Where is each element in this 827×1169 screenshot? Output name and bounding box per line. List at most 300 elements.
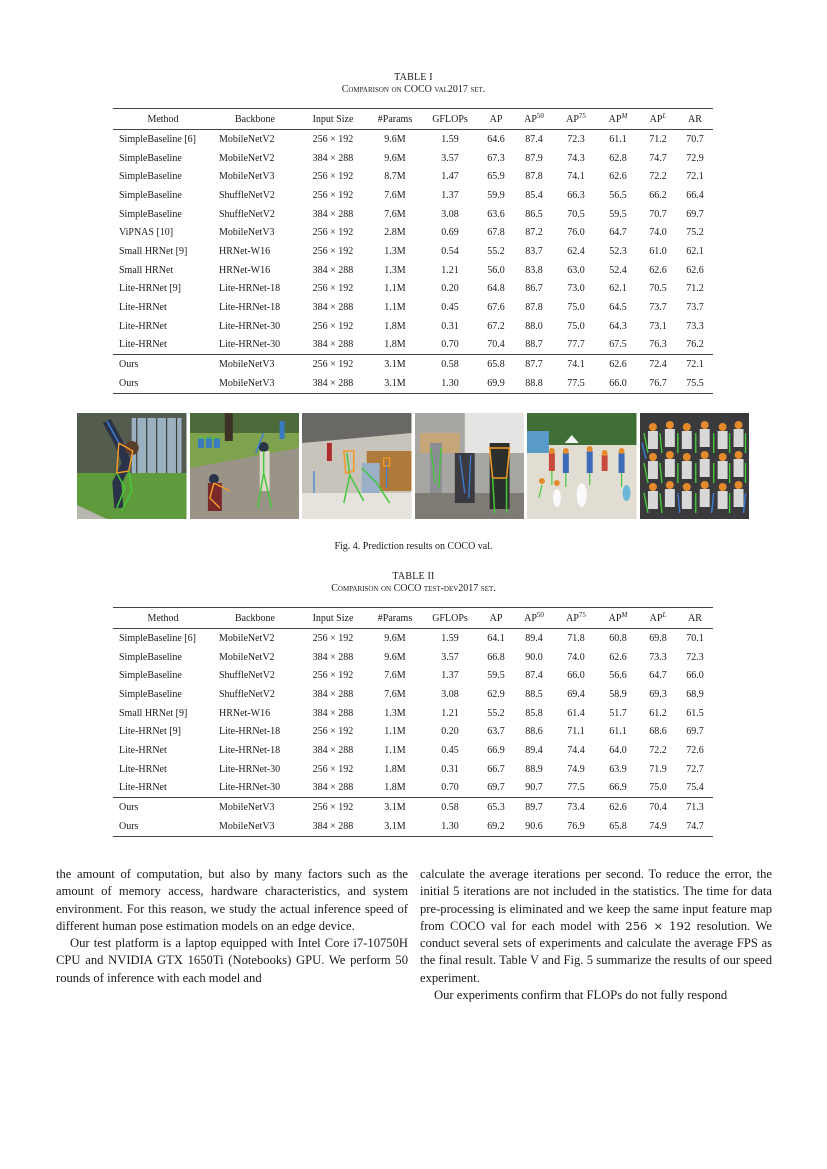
table-cell: 1.8M (384, 763, 406, 775)
column-header-label: AP (524, 612, 537, 624)
table-cell: MobileNetV3 (219, 359, 275, 371)
table-cell: Ours (119, 802, 139, 814)
table-cell: Lite-HRNet-18 (219, 283, 281, 295)
table-cell: 74.0 (567, 651, 585, 663)
table2 (113, 607, 713, 837)
column-header-label: Backbone (235, 612, 275, 624)
table-cell: 61.5 (686, 707, 704, 719)
column-header-label: AP (566, 612, 579, 624)
table-cell: 384 × 288 (312, 744, 354, 756)
table-cell: 87.9 (525, 152, 543, 164)
table-cell: 9.6M (384, 133, 406, 145)
table-cell: 87.2 (525, 227, 543, 239)
table-cell: 0.58 (441, 359, 459, 371)
column-header (555, 109, 597, 130)
column-header-label: #Params (377, 612, 413, 624)
table-cell: 7.6M (384, 670, 406, 682)
table-cell: 90.6 (525, 820, 543, 832)
table-cell: 71.9 (649, 763, 667, 775)
table-cell: 77.5 (567, 377, 585, 389)
column-header-label: GFLOPs (432, 113, 468, 125)
table-cell: 67.8 (487, 227, 505, 239)
table-cell: 66.0 (567, 670, 585, 682)
table-cell: 256 × 192 (312, 359, 354, 371)
table-cell: 62.8 (609, 152, 627, 164)
table-cell: 9.6M (384, 651, 406, 663)
table-cell: 62.4 (567, 245, 585, 257)
table-cell: SimpleBaseline (119, 670, 182, 682)
table-cell: Ours (119, 377, 139, 389)
column-header-label: Method (147, 612, 179, 624)
table-cell: 7.6M (384, 688, 406, 700)
table-cell: 65.9 (487, 171, 505, 183)
column-header-label: GFLOPs (432, 612, 468, 624)
table-cell: 1.1M (384, 744, 406, 756)
table-cell: HRNet-W16 (219, 245, 271, 257)
table-cell: Small HRNet (119, 264, 174, 276)
body-paragraph: Our experiments confirm that FLOPs do not fully respond (434, 988, 728, 1003)
table-cell: MobileNetV3 (219, 820, 275, 832)
table-cell: 1.30 (441, 377, 459, 389)
table-row (113, 741, 713, 760)
table-row (113, 336, 713, 355)
table-cell: 3.1M (384, 802, 406, 814)
table-cell: 56.0 (487, 264, 505, 276)
table-cell: 64.8 (487, 283, 505, 295)
table-cell: 70.5 (567, 208, 585, 220)
table-cell: 69.3 (649, 688, 667, 700)
table-cell: SimpleBaseline (119, 189, 182, 201)
table-cell: 384 × 288 (312, 152, 354, 164)
table-cell: 0.54 (441, 245, 459, 257)
table-cell: 256 × 192 (312, 670, 354, 682)
table-cell: 64.7 (609, 227, 627, 239)
table-cell: 72.1 (686, 359, 704, 371)
table-cell: MobileNetV2 (219, 152, 275, 164)
table-row (113, 280, 713, 299)
body-text: resolution. We conduct several sets of experiments and calculate the average FPS as the final result. Table V and Fig. 5 summarize the results of our speed experiment. (420, 918, 772, 985)
column-header (213, 109, 297, 130)
table-row (113, 374, 713, 393)
column-header-superscript: 50 (536, 610, 544, 619)
table-row (113, 167, 713, 186)
prediction-image-skateboarder (77, 413, 187, 519)
table-cell: 1.8M (384, 339, 406, 351)
table-cell: 88.6 (525, 726, 543, 738)
table-cell: 62.6 (609, 359, 627, 371)
table-cell: 61.4 (567, 707, 585, 719)
table-cell: 1.30 (441, 820, 459, 832)
table-cell: 3.1M (384, 377, 406, 389)
table-cell: Lite-HRNet-30 (219, 782, 281, 794)
table-cell: 8.7M (384, 171, 406, 183)
table-cell: 73.3 (649, 651, 667, 663)
table-cell: 3.57 (441, 651, 459, 663)
table-cell: 0.20 (441, 283, 459, 295)
table-cell: 87.4 (525, 133, 543, 145)
table-cell: 63.7 (487, 726, 505, 738)
table-row (113, 779, 713, 798)
table-cell: 256 × 192 (312, 189, 354, 201)
prediction-image-indoor-sports (302, 413, 412, 519)
table-cell: 77.5 (567, 782, 585, 794)
table-cell: 1.3M (384, 264, 406, 276)
table-cell: 74.0 (649, 227, 667, 239)
table-cell: 3.08 (441, 208, 459, 220)
table-cell: 68.9 (686, 688, 704, 700)
column-header (113, 608, 213, 629)
column-header (113, 109, 213, 130)
table-cell: 62.6 (609, 171, 627, 183)
table-cell: 61.1 (609, 726, 627, 738)
table-cell: 73.4 (567, 802, 585, 814)
table-cell: 75.4 (686, 782, 704, 794)
table-cell: 384 × 288 (312, 651, 354, 663)
table-row (113, 223, 713, 242)
table-row (113, 317, 713, 336)
table-cell: 75.5 (686, 377, 704, 389)
table-cell: 55.2 (487, 707, 505, 719)
table-cell: 86.7 (525, 283, 543, 295)
table2-header-row (113, 608, 713, 629)
table-cell: 61.1 (609, 133, 627, 145)
table-cell: Lite-HRNet (119, 763, 167, 775)
table-row (113, 760, 713, 779)
column-header-label: AP (489, 612, 503, 624)
table-cell: 83.7 (525, 245, 543, 257)
table-cell: 70.1 (686, 632, 704, 644)
table-cell: Lite-HRNet-18 (219, 302, 281, 314)
table-cell: 74.1 (567, 359, 585, 371)
table-cell: 72.1 (686, 171, 704, 183)
table-cell: 88.5 (525, 688, 543, 700)
table-cell: ShuffleNetV2 (219, 208, 275, 220)
table-cell: ShuffleNetV2 (219, 688, 275, 700)
table1-title: Comparison on COCO val2017 set. (341, 84, 486, 95)
body-text: calculate the average iterations per second. To reduce the error, the initial 5 iterations are not included in the statistics. The time for data pre-processing is eliminated and we keep the same input feature map from COCO val for each model with (420, 867, 772, 933)
table-cell: 0.58 (441, 802, 459, 814)
column-header-label: AR (688, 612, 702, 624)
column-header (213, 608, 297, 629)
column-header (421, 109, 479, 130)
table-cell: 73.7 (649, 302, 667, 314)
table-cell: 9.6M (384, 152, 406, 164)
table-cell: 75.2 (686, 227, 704, 239)
table-cell: Lite-HRNet-18 (219, 726, 281, 738)
table-cell: 76.9 (567, 820, 585, 832)
table-cell: 1.3M (384, 707, 406, 719)
table-row (113, 685, 713, 704)
table-cell: 69.7 (686, 726, 704, 738)
table-cell: 256 × 192 (312, 245, 354, 257)
table-cell: 74.1 (567, 171, 585, 183)
table-cell: 66.8 (487, 651, 505, 663)
table-cell: Lite-HRNet (119, 339, 167, 351)
table-cell: ViPNAS [10] (119, 227, 174, 239)
column-header (479, 608, 513, 629)
table-cell: 65.8 (609, 820, 627, 832)
prediction-image-group-photo (640, 413, 750, 519)
prediction-image-baseball (190, 413, 300, 519)
table-cell: 256 × 192 (312, 227, 354, 239)
table-cell: 66.9 (609, 782, 627, 794)
column-header-label: AP (489, 113, 503, 125)
table-cell: 384 × 288 (312, 707, 354, 719)
column-header-label: AP (566, 113, 579, 125)
table-cell: 74.9 (649, 820, 667, 832)
table-row (113, 629, 713, 648)
table-cell: 64.5 (609, 302, 627, 314)
table2-caption (0, 571, 827, 595)
table-cell: 256 × 192 (312, 283, 354, 295)
table-cell: 256 × 192 (312, 171, 354, 183)
table-cell: 72.4 (649, 359, 667, 371)
table-cell: 384 × 288 (312, 302, 354, 314)
table1-label: TABLE I (394, 72, 433, 83)
column-header-superscript: L (662, 111, 667, 120)
table-cell: 1.1M (384, 302, 406, 314)
column-header-label: AP (649, 113, 663, 125)
table-row (113, 722, 713, 741)
table-cell: 85.8 (525, 707, 543, 719)
column-header-superscript: 75 (578, 111, 586, 120)
table-cell: 256 × 192 (312, 632, 354, 644)
column-header (677, 608, 713, 629)
table-cell: MobileNetV2 (219, 632, 275, 644)
table-cell: SimpleBaseline (119, 688, 182, 700)
table-cell: 77.7 (567, 339, 585, 351)
table-cell: 59.5 (609, 208, 627, 220)
table-cell: 72.2 (649, 171, 667, 183)
table-cell: 1.59 (441, 632, 459, 644)
table-cell: 72.7 (686, 763, 704, 775)
column-header-superscript: 75 (578, 610, 586, 619)
column-header (369, 109, 421, 130)
table1-caption (0, 72, 827, 96)
table-cell: Lite-HRNet (119, 320, 167, 332)
figure4-image-strip (77, 413, 749, 519)
table-cell: Lite-HRNet-18 (219, 744, 281, 756)
column-header-superscript: M (621, 610, 628, 619)
table-cell: 67.6 (487, 302, 505, 314)
table-cell: 74.9 (567, 763, 585, 775)
table-cell: 66.4 (686, 189, 704, 201)
table-cell: 0.69 (441, 227, 459, 239)
table-cell: ShuffleNetV2 (219, 670, 275, 682)
column-header-label: Backbone (235, 113, 275, 125)
table-cell: Lite-HRNet (119, 302, 167, 314)
table-cell: 89.7 (525, 802, 543, 814)
table-cell: 87.4 (525, 670, 543, 682)
column-header (369, 608, 421, 629)
table-cell: 384 × 288 (312, 782, 354, 794)
table-cell: 69.9 (487, 377, 505, 389)
table2-title: Comparison on COCO test-dev2017 set. (331, 583, 496, 594)
table-cell: 71.1 (567, 726, 585, 738)
table-cell: 63.9 (609, 763, 627, 775)
table-row (113, 704, 713, 723)
table-cell: 256 × 192 (312, 320, 354, 332)
table-cell: 66.2 (649, 189, 667, 201)
table-cell: Lite-HRNet (119, 782, 167, 794)
table-cell: 0.31 (441, 763, 459, 775)
table-cell: 7.6M (384, 208, 406, 220)
table-cell: 75.0 (649, 782, 667, 794)
table-cell: MobileNetV3 (219, 377, 275, 389)
table-cell: 76.0 (567, 227, 585, 239)
table-cell: 70.7 (686, 133, 704, 145)
table-cell: 62.6 (609, 802, 627, 814)
table-cell: 62.6 (649, 264, 667, 276)
table-cell: 256 × 192 (312, 802, 354, 814)
table-cell: 87.8 (525, 171, 543, 183)
table-cell: 3.1M (384, 359, 406, 371)
column-header-superscript: M (621, 111, 628, 120)
table-cell: 1.8M (384, 320, 406, 332)
table-row (113, 798, 713, 817)
table-cell: 64.0 (609, 744, 627, 756)
table-cell: 89.4 (525, 632, 543, 644)
table-cell: 72.6 (686, 744, 704, 756)
table-cell: 74.4 (567, 744, 585, 756)
column-header (513, 608, 555, 629)
table-row (113, 205, 713, 224)
table-cell: 1.21 (441, 264, 459, 276)
table-cell: 62.1 (686, 245, 704, 257)
table-row (113, 242, 713, 261)
table-cell: SimpleBaseline [6] (119, 133, 196, 145)
figure4-caption: Fig. 4. Prediction results on COCO val. (334, 541, 493, 552)
table-cell: 67.3 (487, 152, 505, 164)
table-cell: 67.2 (487, 320, 505, 332)
table-cell: 70.4 (649, 802, 667, 814)
table-cell: 88.8 (525, 377, 543, 389)
column-header (597, 109, 639, 130)
table-cell: 384 × 288 (312, 377, 354, 389)
table-cell: 83.8 (525, 264, 543, 276)
table-cell: 59.5 (487, 670, 505, 682)
column-header (421, 608, 479, 629)
column-header-label: AP (524, 113, 537, 125)
table-cell: 0.45 (441, 744, 459, 756)
table-cell: 0.70 (441, 339, 459, 351)
table-cell: 51.7 (609, 707, 627, 719)
table-cell: 384 × 288 (312, 208, 354, 220)
table1-header-row (113, 109, 713, 130)
table-cell: 74.3 (567, 152, 585, 164)
resolution-math: 256 × 192 (625, 918, 692, 933)
table-cell: 1.1M (384, 726, 406, 738)
table-cell: 73.0 (567, 283, 585, 295)
table-cell: 87.8 (525, 302, 543, 314)
table-cell: 60.8 (609, 632, 627, 644)
table-cell: 71.2 (686, 283, 704, 295)
table-cell: HRNet-W16 (219, 707, 271, 719)
table-cell: 65.8 (487, 359, 505, 371)
table-row (113, 817, 713, 836)
table-cell: 0.31 (441, 320, 459, 332)
table-row (113, 149, 713, 168)
table-cell: 1.59 (441, 133, 459, 145)
table-cell: 68.6 (649, 726, 667, 738)
table-cell: Ours (119, 359, 139, 371)
table-row (113, 261, 713, 280)
table-cell: 73.3 (686, 320, 704, 332)
table-cell: 1.3M (384, 245, 406, 257)
table-cell: SimpleBaseline (119, 152, 182, 164)
table-cell: 76.7 (649, 377, 667, 389)
table-cell: 65.3 (487, 802, 505, 814)
table-cell: 72.3 (567, 133, 585, 145)
table-cell: 66.0 (686, 670, 704, 682)
table-cell: 1.47 (441, 171, 459, 183)
table-cell: 2.8M (384, 227, 406, 239)
column-header (479, 109, 513, 130)
table-cell: 56.6 (609, 670, 627, 682)
table-cell: 3.08 (441, 688, 459, 700)
table-cell: 0.45 (441, 302, 459, 314)
table-cell: 64.1 (487, 632, 505, 644)
column-header-label: Input Size (312, 612, 354, 624)
table-cell: 73.1 (649, 320, 667, 332)
table-cell: Lite-HRNet-30 (219, 763, 281, 775)
table-cell: 63.0 (567, 264, 585, 276)
table-cell: 88.0 (525, 320, 543, 332)
table2-label: TABLE II (392, 571, 435, 582)
column-header-label: AP (608, 612, 622, 624)
table-cell: Small HRNet [9] (119, 707, 188, 719)
table-row (113, 666, 713, 685)
column-header-label: #Params (377, 113, 413, 125)
table1 (113, 108, 713, 394)
table-cell: 66.0 (609, 377, 627, 389)
column-header-superscript: L (662, 610, 667, 619)
table-cell: 69.7 (686, 208, 704, 220)
table-cell: 64.6 (487, 133, 505, 145)
table-cell: 74.7 (686, 820, 704, 832)
table-cell: 87.7 (525, 359, 543, 371)
table-cell: 55.2 (487, 245, 505, 257)
table-cell: 69.8 (649, 632, 667, 644)
table-cell: Lite-HRNet [9] (119, 283, 181, 295)
table-cell: MobileNetV3 (219, 171, 275, 183)
table-cell: 71.2 (649, 133, 667, 145)
table-cell: 85.4 (525, 189, 543, 201)
column-header (555, 608, 597, 629)
table-cell: 72.2 (649, 744, 667, 756)
table-cell: 61.0 (649, 245, 667, 257)
table-cell: 1.1M (384, 283, 406, 295)
column-header-superscript: 50 (536, 111, 544, 120)
prediction-image-people-indoors (415, 413, 525, 519)
column-header (297, 608, 369, 629)
body-paragraph: the amount of computation, but also by many factors such as the amount of memory access, hardware characteristics, and system environment. For this reason, we study the actual inference speed of different human pose estimation models on an edge device. (56, 867, 408, 933)
table-cell: 89.4 (525, 744, 543, 756)
table-cell: MobileNetV2 (219, 133, 275, 145)
table-row (113, 186, 713, 205)
column-header-label: AR (688, 113, 702, 125)
table-cell: ShuffleNetV2 (219, 189, 275, 201)
table-row (113, 298, 713, 317)
table-cell: 9.6M (384, 632, 406, 644)
column-header (639, 608, 677, 629)
body-paragraph: Our test platform is a laptop equipped with Intel Core i7-10750H CPU and NVIDIA GTX 1650Ti (Notebooks) GPU. We perform 50 rounds of inference with each model and (56, 936, 408, 985)
table-cell: 56.5 (609, 189, 627, 201)
table-cell: 88.7 (525, 339, 543, 351)
table-row (113, 355, 713, 374)
table-cell: 73.7 (686, 302, 704, 314)
table-cell: 0.20 (441, 726, 459, 738)
